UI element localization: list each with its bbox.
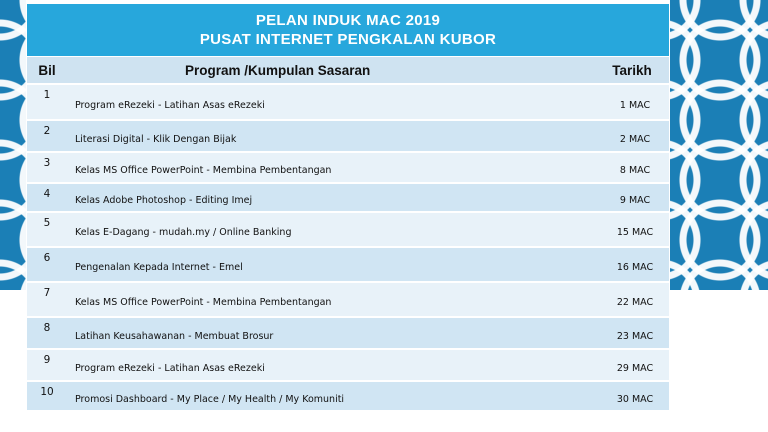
table-row — [27, 381, 669, 411]
table-row — [27, 247, 669, 282]
row-program: Promosi Dashboard - My Place / My Health / My Komuniti — [67, 381, 575, 411]
table-row — [27, 212, 669, 247]
row-program: Kelas MS Office PowerPoint - Membina Pembentangan — [67, 152, 575, 183]
row-program: Kelas E-Dagang - mudah.my / Online Banking — [67, 212, 575, 247]
row-number: 1 — [27, 84, 67, 120]
column-header-tarikh: Tarikh — [575, 57, 669, 84]
row-number: 9 — [27, 349, 67, 381]
row-number: 5 — [27, 212, 67, 247]
table-row — [27, 120, 669, 152]
row-number: 10 — [27, 381, 67, 411]
row-date: 22 MAC — [575, 282, 669, 317]
table-row — [27, 183, 669, 212]
schedule-table — [27, 57, 669, 412]
row-program: Kelas Adobe Photoshop - Editing Imej — [67, 183, 575, 212]
row-date: 16 MAC — [575, 247, 669, 282]
column-header-bil: Bil — [27, 57, 67, 84]
table-row — [27, 152, 669, 183]
row-date: 23 MAC — [575, 317, 669, 349]
row-program: Literasi Digital - Klik Dengan Bijak — [67, 120, 575, 152]
row-date: 2 MAC — [575, 120, 669, 152]
row-program: Program eRezeki - Latihan Asas eRezeki — [67, 349, 575, 381]
row-number: 3 — [27, 152, 67, 183]
title-band — [27, 4, 669, 56]
row-date: 1 MAC — [575, 84, 669, 120]
row-number: 8 — [27, 317, 67, 349]
row-date: 30 MAC — [575, 381, 669, 411]
row-date: 8 MAC — [575, 152, 669, 183]
table-row — [27, 349, 669, 381]
title-line-2: PUSAT INTERNET PENGKALAN KUBOR — [199, 31, 497, 48]
row-number: 2 — [27, 120, 67, 152]
row-date: 29 MAC — [575, 349, 669, 381]
table-header-row — [27, 57, 669, 84]
table-row — [27, 282, 669, 317]
row-program: Latihan Keusahawanan - Membuat Brosur — [67, 317, 575, 349]
row-program: Program eRezeki - Latihan Asas eRezeki — [67, 84, 575, 120]
table-row — [27, 317, 669, 349]
row-date: 9 MAC — [575, 183, 669, 212]
row-number: 4 — [27, 183, 67, 212]
row-number: 7 — [27, 282, 67, 317]
table-row — [27, 84, 669, 120]
row-number: 6 — [27, 247, 67, 282]
row-program: Kelas MS Office PowerPoint - Membina Pembentangan — [67, 282, 575, 317]
title-line-1: PELAN INDUK MAC 2019 — [255, 12, 441, 29]
column-header-program: Program /Kumpulan Sasaran — [67, 57, 575, 84]
row-program: Pengenalan Kepada Internet - Emel — [67, 247, 575, 282]
row-date: 15 MAC — [575, 212, 669, 247]
